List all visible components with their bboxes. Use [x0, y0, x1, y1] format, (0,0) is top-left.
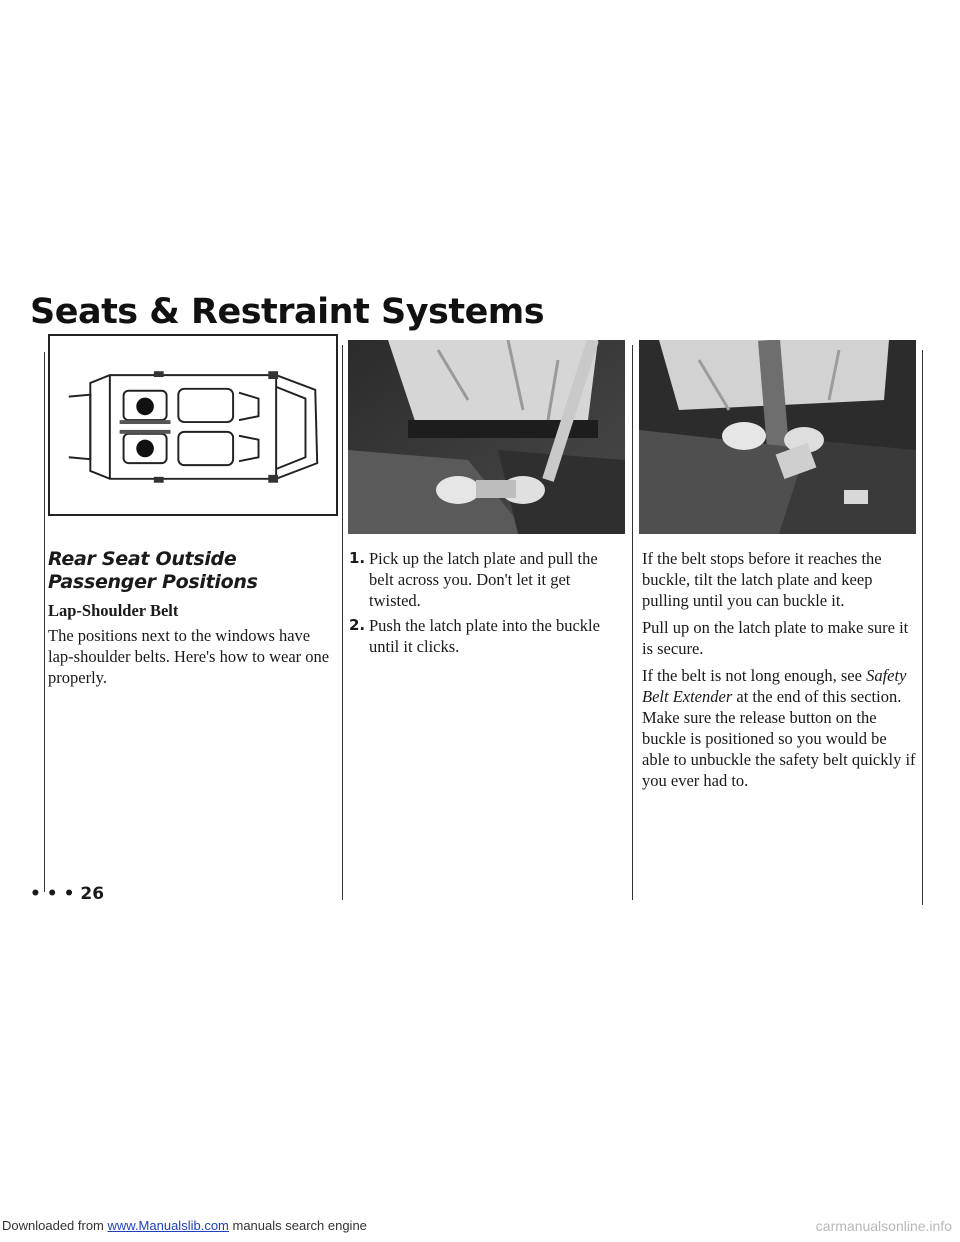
step-item	[349, 548, 625, 611]
right-paragraph-2: Pull up on the latch plate to make sure it is secure.	[642, 618, 909, 658]
section-title: Seats & Restraint Systems	[30, 292, 545, 332]
belt-buckle-photo-illustration	[639, 340, 916, 534]
step-number: 2.	[349, 616, 366, 634]
step-number: 1.	[349, 549, 366, 567]
watermark: carmanualsonline.info	[815, 1218, 952, 1234]
footer-prefix: Downloaded from	[2, 1218, 108, 1233]
car-seat-diagram	[48, 334, 338, 516]
steps-list	[349, 548, 625, 657]
p3-start: If the belt is not long enough, see	[642, 666, 867, 685]
intro-paragraph: The positions next to the windows have lap-shoulder belts. Here's how to wear one properly.	[48, 626, 330, 687]
right-paragraph-1: If the belt stops before it reaches the buckle, tilt the latch plate and keep pulling until you can buckle it.	[642, 549, 882, 610]
subheading: Rear Seat Outside Passenger Positions	[48, 548, 258, 593]
left-column-rule	[44, 352, 45, 892]
middle-column-rule	[342, 345, 343, 900]
right-paragraph-3	[642, 665, 918, 791]
car-top-view-illustration	[50, 336, 336, 514]
belt-pull-photo-illustration	[348, 340, 625, 534]
right-column	[642, 548, 918, 797]
middle-column	[349, 548, 625, 661]
p3-end: at the end of this section. Make sure the release button on the buckle is positioned so you would be able to unbuckle the safety belt quickly if you ever had to.	[642, 687, 916, 790]
manualslib-link[interactable]: www.Manualslib.com	[107, 1218, 229, 1233]
page-dots: • • •	[30, 884, 75, 904]
page-number-value: 26	[80, 884, 105, 904]
download-footer	[2, 1218, 367, 1233]
lap-shoulder-heading: Lap-Shoulder Belt	[48, 601, 179, 620]
photo-pulling-belt	[348, 340, 625, 534]
step-text: Push the latch plate into the buckle until it clicks.	[369, 616, 600, 656]
far-right-rule	[922, 350, 923, 905]
left-column	[48, 548, 338, 694]
step-item	[349, 615, 625, 657]
photo-buckling-belt	[639, 340, 916, 534]
page-number	[30, 884, 104, 904]
right-column-rule	[632, 345, 633, 900]
footer-suffix: manuals search engine	[228, 1218, 367, 1233]
safety-belt-extender-ref: Safety Belt Extender	[642, 666, 907, 706]
step-text: Pick up the latch plate and pull the belt across you. Don't let it get twisted.	[369, 549, 598, 610]
